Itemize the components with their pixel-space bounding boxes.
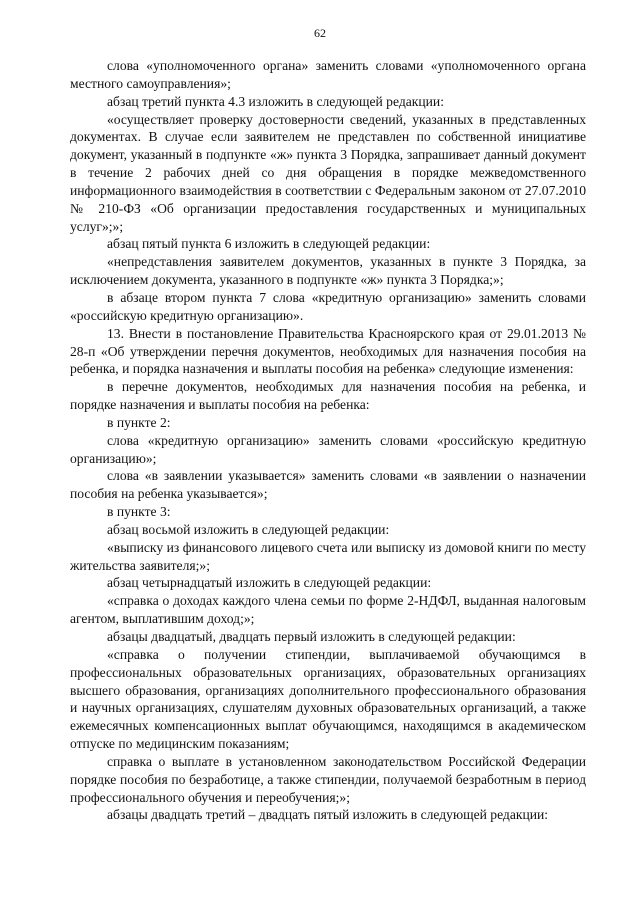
paragraph: слова «кредитную организацию» заменить словами «российскую кредитную организацию»; [70,432,586,466]
paragraph: справка о выплате в установленном законодательством Российской Федерации порядке пособия по безработице, а также стипендии, получаемой безработным в период профессионального обучения и переобучения;»; [70,753,586,805]
paragraph: абзац третий пункта 4.3 изложить в следующей редакции: [107,93,444,109]
paragraph: слова «в заявлении указывается» заменить словами «в заявлении о назначении пособия на ребенка указывается»; [70,468,586,502]
paragraph: в абзаце втором пункта 7 слова «кредитную организацию» заменить словами «российскую кредитную организацию». [70,289,586,323]
paragraph: «выписку из финансового лицевого счета или выписку из домовой книги по месту жительства заявителя;»; [70,539,586,573]
paragraph: абзац четырнадцатый изложить в следующей редакции: [107,575,432,591]
paragraph: «осуществляет проверку достоверности сведений, указанных в представленных документах. В случае если заявителем не представлен по собственной инициативе документ, указанный в подпункте «ж» пункта 3 Порядка, запрашивает данный документ в течение 2 рабочих дней со дня обращения в порядке межведомственного информационного взаимодействия в соответствии с Федеральным законом от 27.07.2010 № 210-ФЗ «Об организации предоставления государственных и муниципальных услуг»;»; [70,111,586,234]
paragraph: в пункте 3: [107,504,171,520]
paragraph: абзацы двадцать третий – двадцать пятый изложить в следующей редакции: [107,807,549,823]
paragraph: абзац восьмой изложить в следующей редакции: [107,521,390,537]
paragraph: «непредставления заявителем документов, указанных в пункте 3 Порядка, за исключением документа, указанного в подпункте «ж» пункта 3 Порядка;»; [70,254,586,288]
paragraph: 13. Внести в постановление Правительства Красноярского края от 29.01.2013 № 28-п «Об утверждении перечня документов, необходимых для назначения пособия на ребенка, и порядка назначения и выплаты пособия на ребенка» следующие изменения: [70,325,586,377]
paragraph: абзацы двадцатый, двадцать первый изложить в следующей редакции: [107,629,516,644]
document-body [70,57,586,824]
paragraph: в пункте 2: [107,414,171,430]
paragraph: в перечне документов, необходимых для назначения пособия на ребенка, и порядке назначения и выплаты пособия на ребенка: [70,379,586,413]
paragraph: «справка о доходах каждого члена семьи по форме 2-НДФЛ, выданная налоговым агентом, выплатившим доход;»; [70,593,586,627]
paragraph: «справка о получении стипендии, выплачиваемой обучающимся в профессиональных образовательных организациях, образовательных организациях высшего образования, организациях дополнительного профессионального образования и научных организациях, слушателям духовных образовательных организаций, а также ежемесячных компенсационных выплат обучающимся, находящимся в академическом отпуске по медицинским показаниям; [70,646,586,752]
paragraph: слова «уполномоченного органа» заменить словами «уполномоченного органа местного самоуправления»; [70,58,586,91]
paragraph: абзац пятый пункта 6 изложить в следующей редакции: [107,236,431,252]
page-number: 62 [314,26,326,40]
